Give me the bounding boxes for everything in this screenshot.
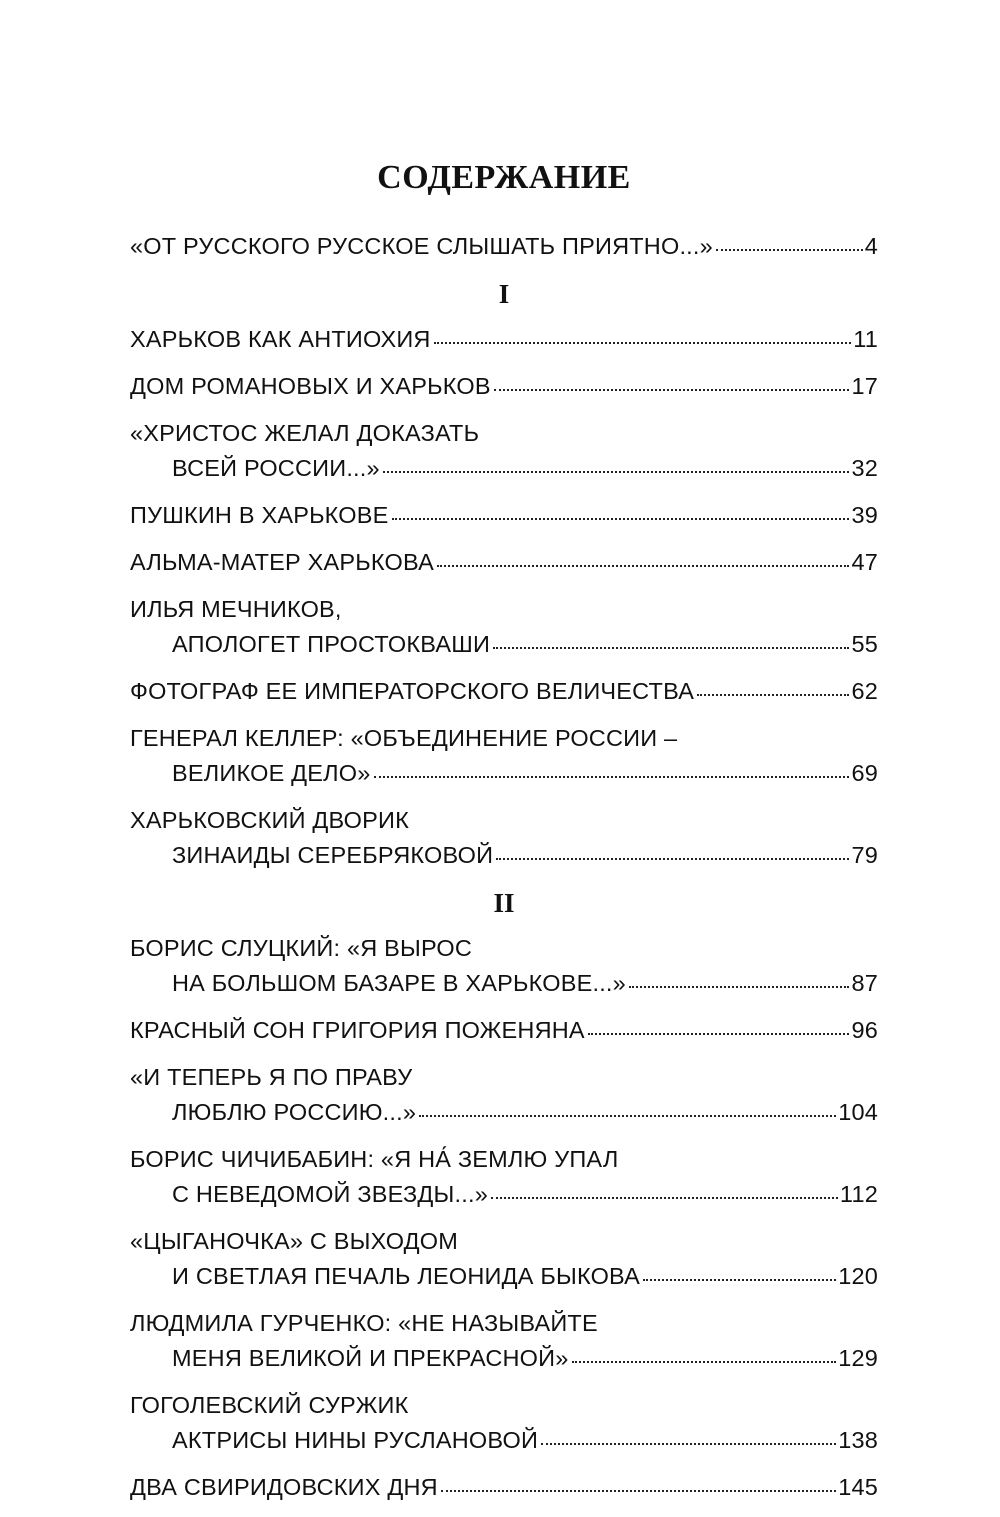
toc-page-number: 17 xyxy=(851,373,878,399)
toc-entry xyxy=(130,1306,878,1376)
toc-entry-title: «И ТЕПЕРЬ Я ПО ПРАВУ xyxy=(130,1064,413,1090)
toc-entry-title: «ОТ РУССКОГО РУССКОЕ СЛЫШАТЬ ПРИЯТНО...» xyxy=(130,233,713,259)
dot-leader xyxy=(697,676,849,700)
toc-entry-title: «ЦЫГАНОЧКА» С ВЫХОДОМ xyxy=(130,1228,459,1254)
dot-leader xyxy=(541,1425,836,1449)
section-number: I xyxy=(498,279,510,309)
toc-entry-line xyxy=(130,545,878,580)
toc-entry-title: ВСЕЙ РОССИИ...» xyxy=(172,455,380,481)
toc-entry-line xyxy=(130,1341,878,1376)
toc-entry xyxy=(130,1013,878,1048)
toc-entry-title: «ХРИСТОС ЖЕЛАЛ ДОКАЗАТЬ xyxy=(130,420,480,446)
toc-entry-line xyxy=(130,451,878,486)
toc-entry-line xyxy=(130,931,878,966)
toc-entry xyxy=(130,721,878,791)
toc-entry xyxy=(130,803,878,873)
dot-leader xyxy=(494,371,850,395)
toc-entry-line xyxy=(130,1470,878,1505)
toc-entry-line xyxy=(130,1306,878,1341)
toc-entry-title: ДВА СВИРИДОВСКИХ ДНЯ xyxy=(130,1474,438,1500)
section-number: II xyxy=(493,888,515,918)
toc-entry-line xyxy=(130,322,878,357)
toc-entry-line xyxy=(130,229,878,264)
toc-page-number: 96 xyxy=(851,1017,878,1043)
toc-entry-line xyxy=(130,756,878,791)
toc-entry xyxy=(130,369,878,404)
toc-entry-title: КРАСНЫЙ СОН ГРИГОРИЯ ПОЖЕНЯНА xyxy=(130,1017,585,1043)
toc-page-number: 47 xyxy=(851,549,878,575)
dot-leader xyxy=(419,1097,836,1121)
toc-entry-title: С НЕВЕДОМОЙ ЗВЕЗДЫ...» xyxy=(172,1181,488,1207)
toc-entry-line xyxy=(130,1224,878,1259)
toc-list xyxy=(130,229,878,1505)
toc-entry-title: ИЛЬЯ МЕЧНИКОВ, xyxy=(130,596,342,622)
toc-entry-title: МЕНЯ ВЕЛИКОЙ И ПРЕКРАСНОЙ» xyxy=(172,1345,569,1371)
toc-entry-line xyxy=(130,416,878,451)
dot-leader xyxy=(441,1472,836,1496)
dot-leader xyxy=(491,1179,838,1203)
toc-entry-line xyxy=(130,592,878,627)
dot-leader xyxy=(629,968,850,992)
dot-leader xyxy=(493,629,849,653)
table-of-contents xyxy=(130,155,878,1517)
toc-page-number: 129 xyxy=(838,1345,878,1371)
toc-entry-line xyxy=(130,1177,878,1212)
page-title: СОДЕРЖАНИЕ xyxy=(377,159,631,196)
toc-entry-line xyxy=(130,1013,878,1048)
toc-entry-title: ДОМ РОМАНОВЫХ И ХАРЬКОВ xyxy=(130,373,491,399)
toc-page-number: 32 xyxy=(851,455,878,481)
toc-entry xyxy=(130,322,878,357)
toc-entry-line xyxy=(130,721,878,756)
toc-entry-line xyxy=(130,1060,878,1095)
dot-leader xyxy=(643,1261,836,1285)
toc-page-number: 112 xyxy=(839,1181,878,1207)
toc-page-number: 145 xyxy=(838,1474,878,1500)
toc-entry-line xyxy=(130,627,878,662)
toc-page-number: 62 xyxy=(851,678,878,704)
toc-page-number: 104 xyxy=(838,1099,878,1125)
toc-entry-line xyxy=(130,838,878,873)
toc-entry-title: АПОЛОГЕТ ПРОСТОКВАШИ xyxy=(172,631,491,657)
dot-leader xyxy=(434,324,852,348)
toc-entry xyxy=(130,1470,878,1505)
toc-entry-title: НА БОЛЬШОМ БАЗАРЕ В ХАРЬКОВЕ...» xyxy=(172,970,626,996)
toc-entry-line xyxy=(130,1423,878,1458)
toc-entry-title: ГЕНЕРАЛ КЕЛЛЕР: «ОБЪЕДИНЕНИЕ РОССИИ – xyxy=(130,725,678,751)
toc-entry-title: ХАРЬКОВСКИЙ ДВОРИК xyxy=(130,807,409,833)
toc-page-number: 11 xyxy=(853,326,878,352)
toc-entry-line xyxy=(130,1259,878,1294)
toc-entry-title: ЛЮБЛЮ РОССИЮ...» xyxy=(172,1099,417,1125)
toc-page-number: 87 xyxy=(851,970,878,996)
toc-page-number: 4 xyxy=(864,233,878,259)
toc-entry xyxy=(130,931,878,1001)
toc-entry-title: АЛЬМА-МАТЕР ХАРЬКОВА xyxy=(130,549,434,575)
toc-entry xyxy=(130,1142,878,1212)
dot-leader xyxy=(437,547,849,571)
toc-entry-line xyxy=(130,674,878,709)
toc-entry-title: И СВЕТЛАЯ ПЕЧАЛЬ ЛЕОНИДА БЫКОВА xyxy=(172,1263,641,1289)
toc-entry xyxy=(130,1224,878,1294)
toc-page-number: 120 xyxy=(838,1263,878,1289)
dot-leader xyxy=(383,453,850,477)
toc-entry-line xyxy=(130,1095,878,1130)
toc-entry-line xyxy=(130,498,878,533)
toc-page-number: 138 xyxy=(838,1427,878,1453)
toc-page-number: 55 xyxy=(851,631,878,657)
toc-entry-title: ПУШКИН В ХАРЬКОВЕ xyxy=(130,502,389,528)
toc-entry-title: БОРИС ЧИЧИБАБИН: «Я НА́ ЗЕМЛЮ УПАЛ xyxy=(130,1146,619,1172)
toc-page-number: 39 xyxy=(851,502,878,528)
dot-leader xyxy=(572,1343,837,1367)
toc-entry xyxy=(130,674,878,709)
toc-page-number: 69 xyxy=(851,760,878,786)
toc-entry-line xyxy=(130,803,878,838)
dot-leader xyxy=(588,1015,850,1039)
toc-entry-title: ЛЮДМИЛА ГУРЧЕНКО: «НЕ НАЗЫВАЙТЕ xyxy=(130,1310,598,1336)
dot-leader xyxy=(374,758,850,782)
toc-entry-line xyxy=(130,1142,878,1177)
toc-entry-title: ФОТОГРАФ ЕЕ ИМПЕРАТОРСКОГО ВЕЛИЧЕСТВА xyxy=(130,678,695,704)
toc-entry xyxy=(130,545,878,580)
toc-entry xyxy=(130,416,878,486)
toc-entry xyxy=(130,1060,878,1130)
dot-leader xyxy=(716,231,863,255)
toc-entry-title: ВЕЛИКОЕ ДЕЛО» xyxy=(172,760,371,786)
toc-entry xyxy=(130,1388,878,1458)
toc-entry-line xyxy=(130,369,878,404)
dot-leader xyxy=(496,840,849,864)
toc-entry-line xyxy=(130,966,878,1001)
toc-entry-title: ЗИНАИДЫ СЕРЕБРЯКОВОЙ xyxy=(172,842,494,868)
toc-entry xyxy=(130,229,878,264)
toc-entry-title: ГОГОЛЕВСКИЙ СУРЖИК xyxy=(130,1392,409,1418)
toc-entry-title: БОРИС СЛУЦКИЙ: «Я ВЫРОС xyxy=(130,935,473,961)
toc-entry xyxy=(130,498,878,533)
dot-leader xyxy=(392,500,850,524)
toc-entry-title: АКТРИСЫ НИНЫ РУСЛАНОВОЙ xyxy=(172,1427,539,1453)
toc-entry xyxy=(130,592,878,662)
toc-entry-line xyxy=(130,1388,878,1423)
toc-page-number: 79 xyxy=(851,842,878,868)
toc-entry-title: ХАРЬКОВ КАК АНТИОХИЯ xyxy=(130,326,431,352)
